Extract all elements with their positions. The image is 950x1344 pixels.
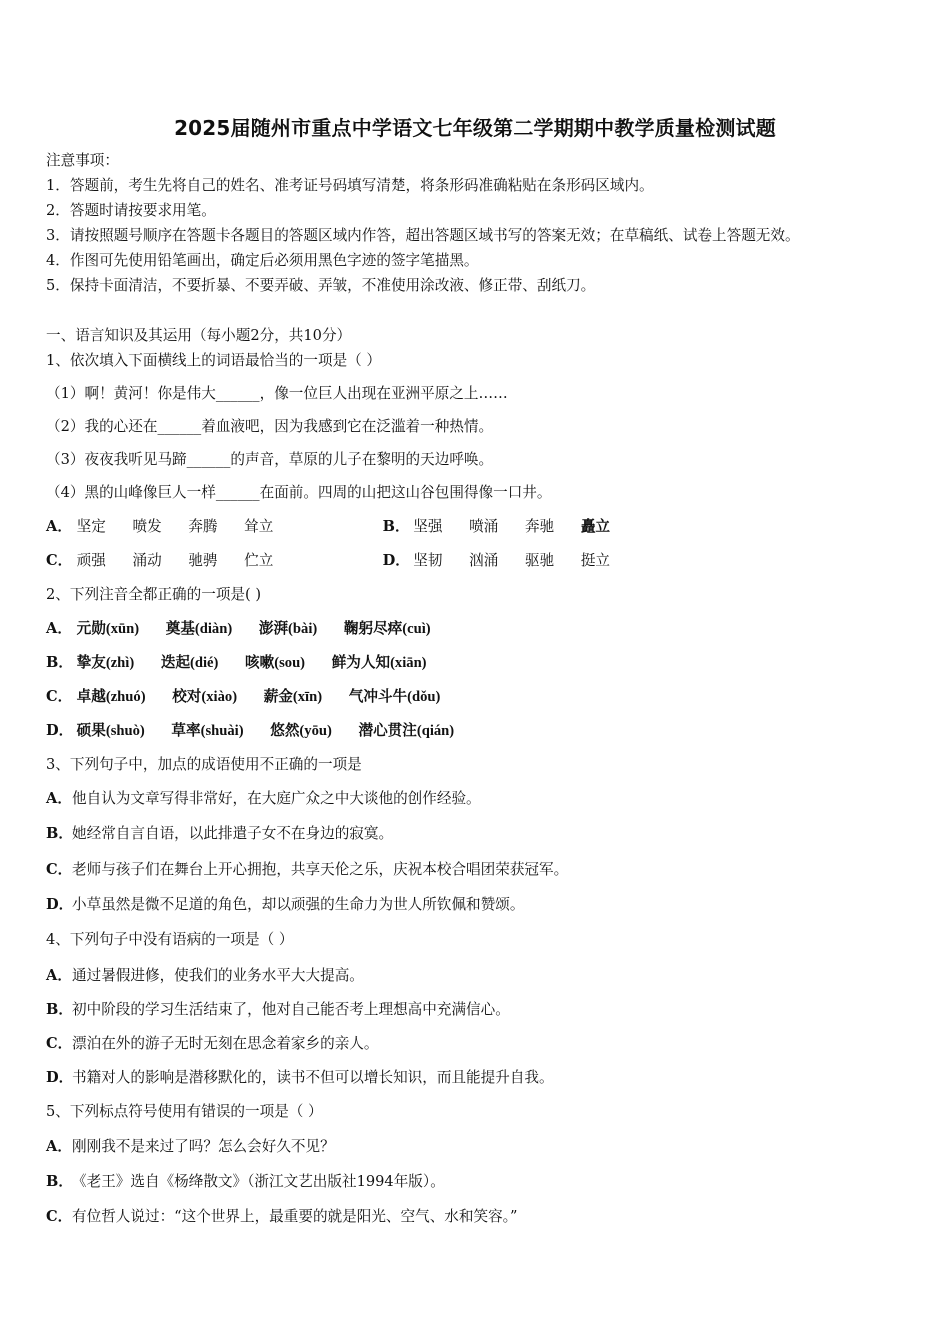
option-text: 漂泊在外的游子无时无刻在思念着家乡的亲人。 (72, 1035, 379, 1052)
option-word: 驱驰 (524, 552, 555, 569)
option-word: 鞠躬尽瘁(cuì) (343, 621, 431, 637)
option-word: 校对(xiào) (172, 689, 238, 705)
option-word: 驰骋 (188, 552, 218, 569)
option-label: C． (46, 552, 73, 569)
option-text: 书籍对人的影响是潜移默化的，读书不但可以增长知识，而且能提升自我。 (72, 1069, 554, 1086)
option-label: A． (46, 790, 72, 807)
q3-option-b[interactable] (46, 824, 393, 844)
option-word: 喷涌 (469, 518, 499, 535)
option-label: D． (382, 552, 410, 569)
page-title: 2025届随州市重点中学语文七年级第二学期期中教学质量检测试题 (174, 116, 776, 140)
q5-option-a[interactable] (46, 1137, 335, 1157)
option-word: 奔腾 (188, 518, 218, 535)
option-word: 气冲斗牛(dǒu) (348, 689, 441, 705)
q1-line-2: （2）我的心还在______着血液吧，因为我感到它在泛滥着一种热情。 (46, 418, 494, 435)
option-text: 通过暑假进修，使我们的业务水平大大提高。 (72, 967, 364, 984)
q3-option-c[interactable] (46, 860, 568, 880)
option-word: 涌动 (132, 552, 162, 569)
q2-option-d[interactable] (46, 721, 476, 741)
notice-item: 4．作图可先使用铅笔画出，确定后必须用黑色字迹的签字笔描黑。 (46, 252, 479, 269)
option-word: 硕果(shuò) (76, 723, 145, 739)
option-word: 矗立 (580, 518, 611, 535)
option-word: 潜心贯注(qián) (358, 723, 455, 739)
question-1-stem: 1、依次填入下面横线上的词语最恰当的一项是（ ） (46, 352, 381, 369)
q1-line-1: （1）啊！黄河！你是伟大______，像一位巨人出现在亚洲平原之上…… (46, 385, 508, 402)
notice-item: 2．答题时请按要求用笔。 (46, 202, 216, 219)
notice-item: 5．保持卡面清洁，不要折暴、不要弄破、弄皱，不准使用涂改液、修正带、刮纸刀。 (46, 277, 596, 294)
q4-option-d[interactable] (46, 1068, 554, 1088)
option-word: 顽强 (76, 552, 106, 569)
q1-option-row (46, 517, 632, 537)
option-word: 奠基(diàn) (165, 621, 233, 637)
q2-option-a[interactable] (46, 619, 453, 639)
q1-option-a[interactable] (46, 517, 378, 537)
q1-option-c[interactable] (46, 551, 378, 571)
option-text: 有位哲人说过：“这个世界上，最重要的就是阳光、空气、水和笑容。” (72, 1208, 518, 1225)
option-label: C． (46, 1035, 73, 1052)
option-text: 她经常自言自语，以此排遣子女不在身边的寂寞。 (72, 825, 394, 842)
q4-option-a[interactable] (46, 966, 364, 986)
option-word: 奔驰 (524, 518, 555, 535)
option-label: D． (46, 896, 74, 913)
option-word: 咳嗽(sou) (245, 655, 306, 671)
option-label: B． (382, 518, 410, 535)
option-word: 伫立 (244, 552, 274, 569)
option-label: A． (46, 1138, 72, 1155)
option-label: D． (46, 722, 74, 739)
q1-line-4: （4）黑的山峰像巨人一样______在面前。四周的山把这山谷包围得像一口井。 (46, 484, 552, 501)
option-word: 悠然(yōu) (270, 723, 332, 739)
option-word: 坚韧 (413, 552, 443, 569)
option-word: 挺立 (580, 552, 611, 569)
q4-option-b[interactable] (46, 1000, 510, 1020)
notice-heading: 注意事项： (46, 152, 119, 169)
notice-item: 3．请按照题号顺序在答题卡各题目的答题区域内作答，超出答题区域书写的答案无效；在草稿纸、试卷上答题无效。 (46, 227, 800, 244)
option-word: 挚友(zhì) (76, 655, 135, 671)
question-5-stem: 5、下列标点符号使用有错误的一项是（ ） (46, 1103, 323, 1120)
section-heading: 一、语言知识及其运用（每小题2分，共10分） (46, 327, 352, 344)
q1-option-row (46, 551, 632, 571)
option-word: 薪金(xīn) (263, 689, 323, 705)
option-label: A． (46, 518, 72, 535)
q1-option-d[interactable] (383, 551, 632, 571)
q5-option-c[interactable] (46, 1207, 517, 1227)
question-4-stem: 4、下列句子中没有语病的一项是（ ） (46, 931, 294, 948)
option-word: 草率(shuài) (171, 723, 244, 739)
q3-option-a[interactable] (46, 789, 481, 809)
q1-option-b[interactable] (383, 517, 632, 537)
option-label: C． (46, 861, 73, 878)
option-text: 刚刚我不是来过了吗？怎么会好久不见？ (72, 1138, 335, 1155)
option-word: 卓越(zhuó) (76, 689, 146, 705)
option-text: 老师与孩子们在舞台上开心拥抱，共享天伦之乐，庆祝本校合唱团荣获冠军。 (72, 861, 569, 878)
option-word: 鲜为人知(xiān) (331, 655, 427, 671)
option-word: 坚定 (76, 518, 106, 535)
option-word: 耸立 (244, 518, 274, 535)
option-text: 初中阶段的学习生活结束了，他对自己能否考上理想高中充满信心。 (72, 1001, 510, 1018)
option-label: C． (46, 688, 73, 705)
option-text: 《老王》选自《杨绛散文》（浙江文艺出版社1994年版）。 (72, 1173, 445, 1190)
q4-option-c[interactable] (46, 1034, 378, 1054)
option-word: 澎湃(bài) (258, 621, 318, 637)
option-text: 他自认为文章写得非常好，在大庭广众之中大谈他的创作经验。 (72, 790, 481, 807)
option-word: 汹涌 (469, 552, 499, 569)
question-2-stem: 2、下列注音全都正确的一项是( ) (46, 586, 262, 603)
option-label: B． (46, 1173, 73, 1190)
q1-line-3: （3）夜夜我听见马蹄______的声音，草原的儿子在黎明的天边呼唤。 (46, 451, 494, 468)
option-word: 元勋(xūn) (76, 621, 140, 637)
option-label: C． (46, 1208, 73, 1225)
option-label: B． (46, 825, 73, 842)
q5-option-b[interactable] (46, 1172, 445, 1192)
q3-option-d[interactable] (46, 895, 524, 915)
question-3-stem: 3、下列句子中，加点的成语使用不正确的一项是 (46, 756, 362, 773)
notice-item: 1．答题前，考生先将自己的姓名、准考证号码填写清楚，将条形码准确粘贴在条形码区域内。 (46, 177, 654, 194)
q2-option-c[interactable] (46, 687, 462, 707)
option-text: 小草虽然是微不足道的角色，却以顽强的生命力为世人所钦佩和赞颂。 (72, 896, 525, 913)
option-word: 迭起(dié) (160, 655, 219, 671)
option-label: A． (46, 620, 72, 637)
option-word: 喷发 (132, 518, 162, 535)
option-label: B． (46, 654, 73, 671)
option-label: D． (46, 1069, 74, 1086)
q2-option-b[interactable] (46, 653, 449, 673)
option-label: A． (46, 967, 72, 984)
option-word: 坚强 (413, 518, 443, 535)
option-label: B． (46, 1001, 73, 1018)
